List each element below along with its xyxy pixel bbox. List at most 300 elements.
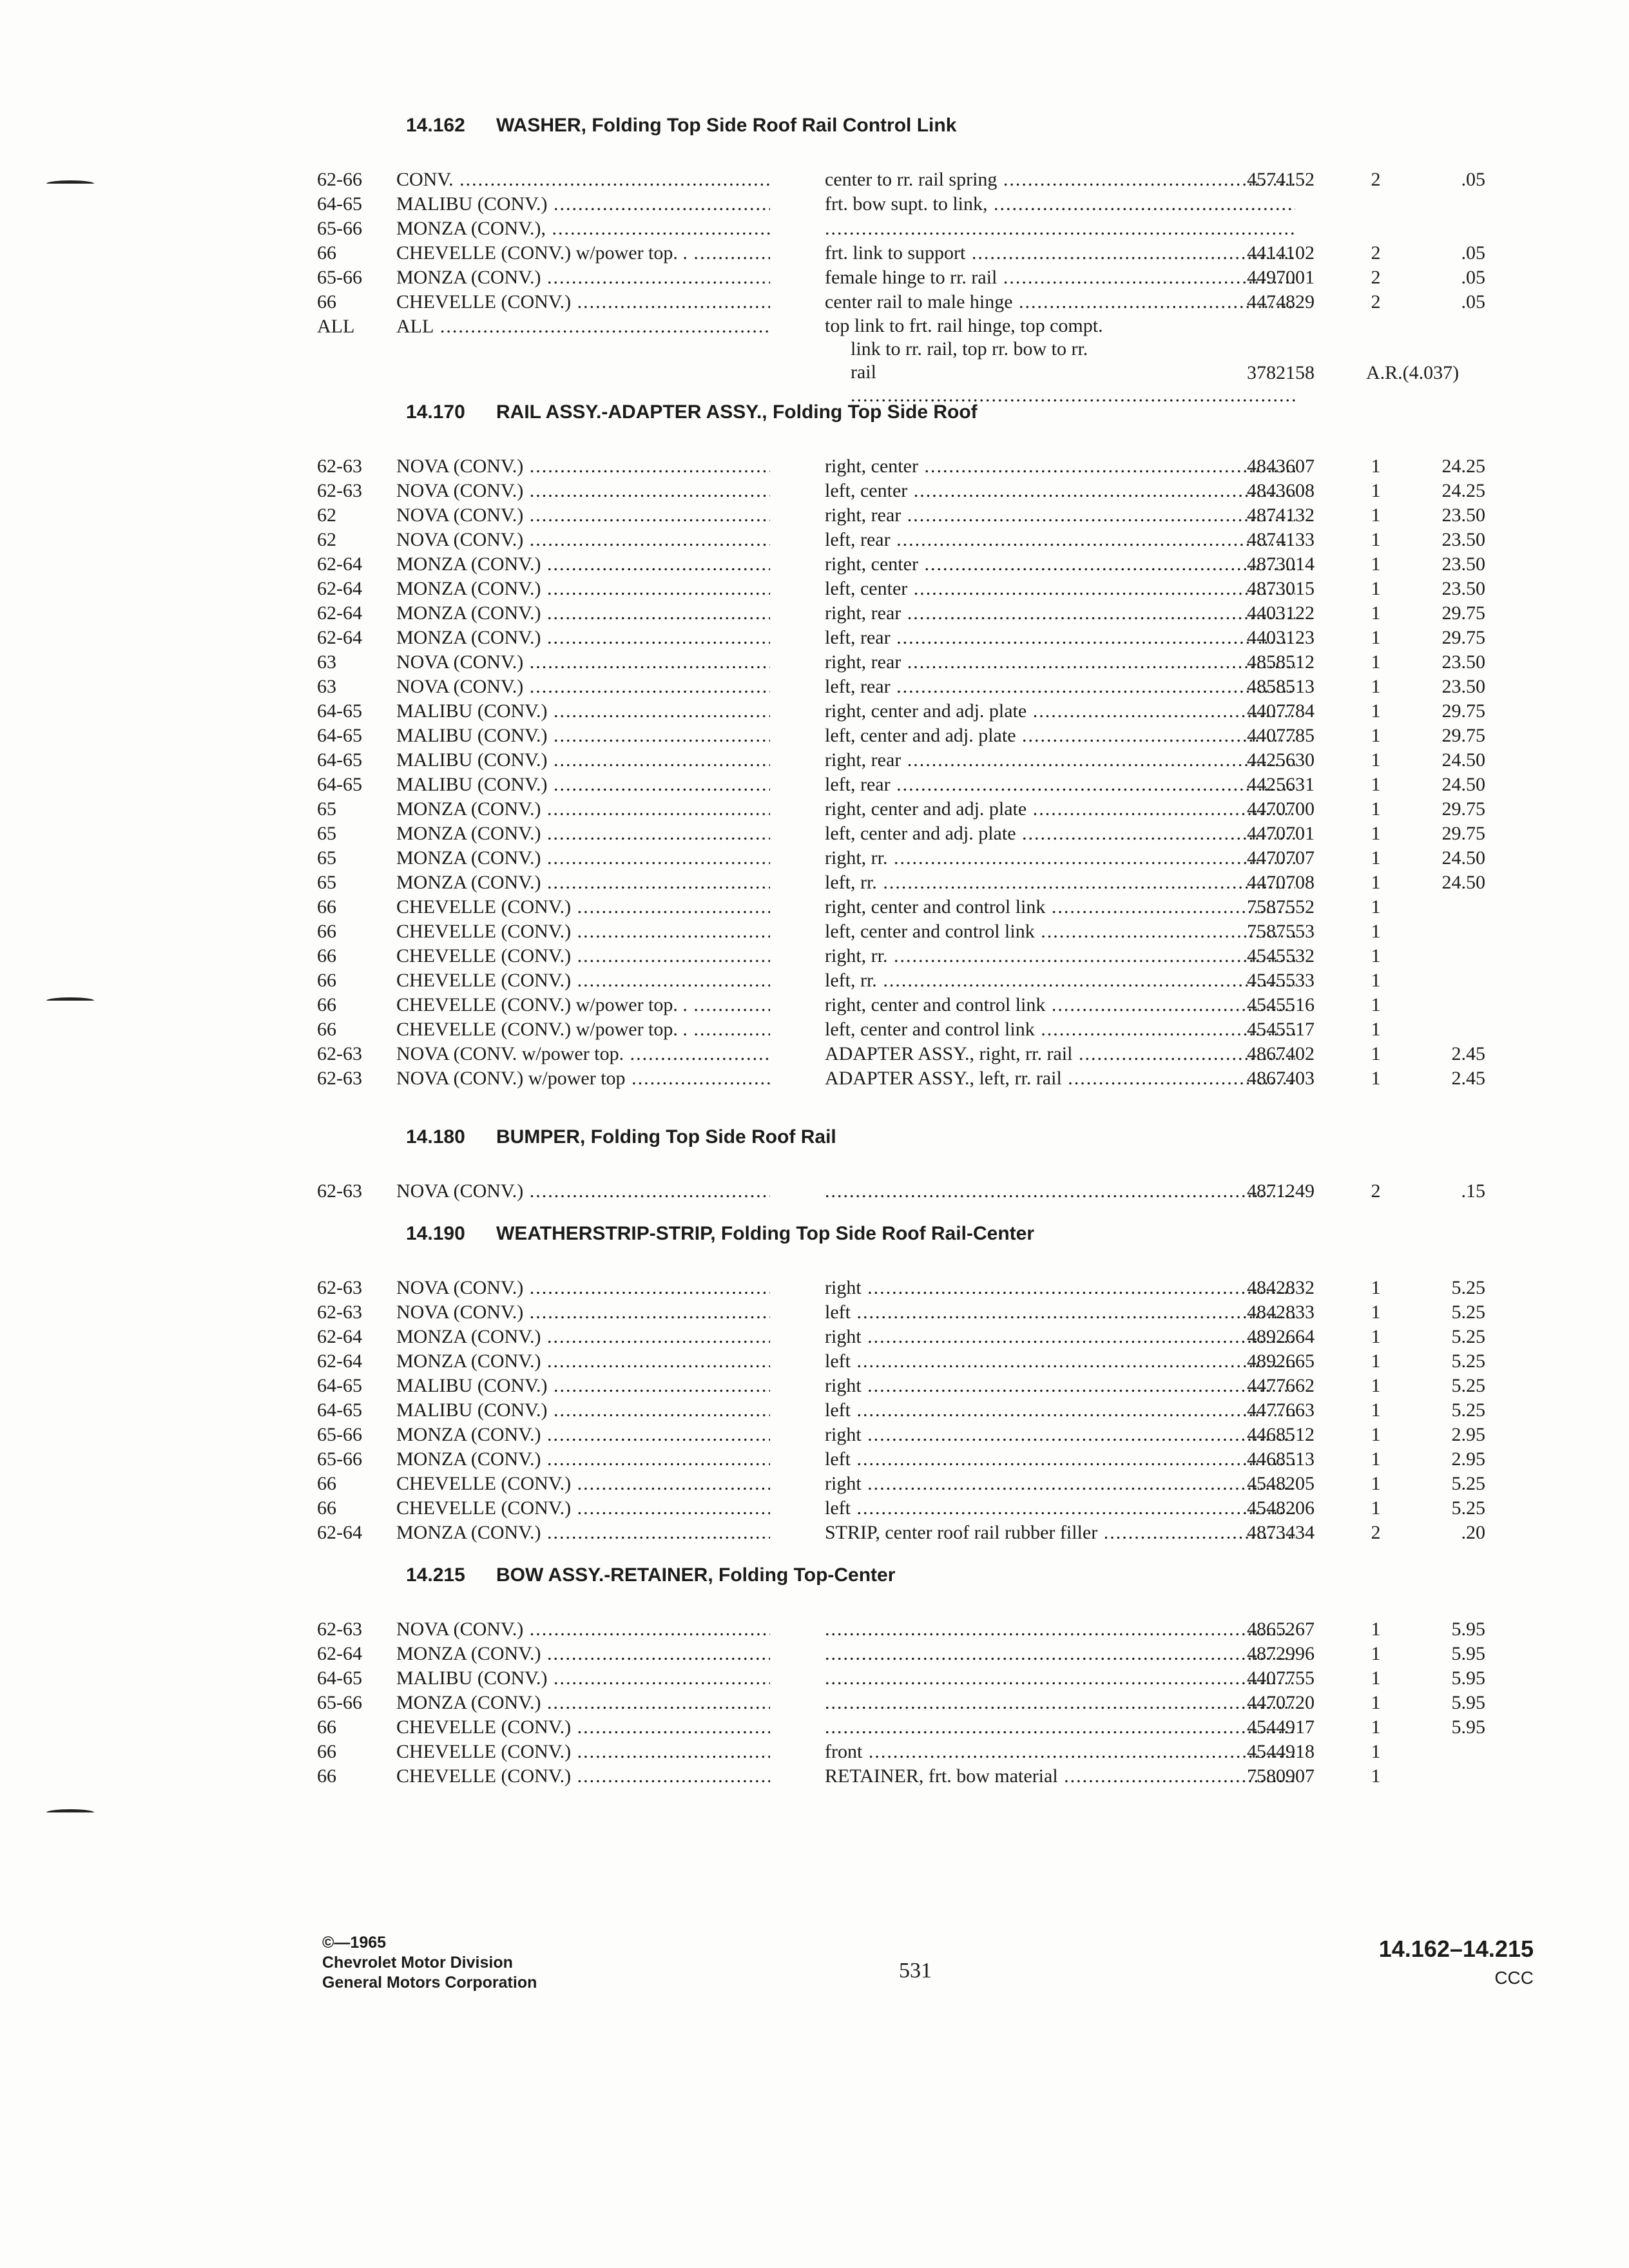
- part-description-text: left, center and adj. plate .....: [825, 823, 1295, 844]
- part-number: 4474829: [1247, 291, 1315, 312]
- part-description-text: left, rear .....: [825, 627, 1295, 648]
- model-name-text: NOVA (CONV.) .....: [396, 1619, 770, 1640]
- part-number: 4407784: [1247, 700, 1315, 722]
- model-name: [396, 241, 770, 265]
- part-row: [309, 1179, 1485, 1204]
- section-range-block: [1379, 1936, 1534, 1988]
- model-name-text: MONZA (CONV.) .....: [396, 823, 770, 844]
- part-description: [825, 968, 1295, 993]
- part-description: [825, 601, 1295, 626]
- model-year: 66: [317, 242, 336, 264]
- part-number: 4425631: [1247, 774, 1315, 795]
- quantity: 1: [1371, 945, 1381, 966]
- description-line: rail .....: [825, 361, 1295, 407]
- quantity: 1: [1371, 578, 1381, 599]
- model-name: [396, 168, 770, 192]
- model-year: 63: [317, 676, 336, 697]
- model-name-text: MALIBU (CONV.) .....: [396, 774, 770, 795]
- part-number: 4470701: [1247, 823, 1315, 844]
- part-number: 4477662: [1247, 1375, 1315, 1396]
- part-row: [309, 1276, 1485, 1300]
- model-name-text: NOVA (CONV.) .....: [396, 1180, 770, 1202]
- model-year: 65-66: [317, 1424, 362, 1445]
- model-year: 65-66: [317, 218, 362, 239]
- part-row: [309, 797, 1485, 822]
- part-row: [309, 1325, 1485, 1349]
- part-description-text: ADAPTER ASSY., right, rr. rail .....: [825, 1043, 1295, 1064]
- quantity: 1: [1371, 970, 1381, 991]
- part-number: 4548205: [1247, 1473, 1315, 1494]
- part-description: [825, 503, 1295, 528]
- corporation-name: General Motors Corporation: [322, 1974, 537, 1992]
- section-title: BUMPER, Folding Top Side Roof Rail: [496, 1126, 836, 1148]
- part-number: 4544918: [1247, 1741, 1315, 1762]
- model-name: [396, 675, 770, 699]
- part-description: [825, 944, 1295, 968]
- part-description-text: RETAINER, frt. bow material .....: [825, 1765, 1295, 1787]
- model-year: 62-64: [317, 1350, 362, 1372]
- model-name-text: MONZA (CONV.) .....: [396, 1692, 770, 1713]
- part-row: [309, 919, 1482, 944]
- part-row: [309, 1666, 1485, 1691]
- model-name: [396, 797, 770, 822]
- part-row: [309, 454, 1485, 479]
- part-number: 4842832: [1247, 1277, 1315, 1298]
- model-name-text: MALIBU (CONV.) .....: [396, 1667, 770, 1689]
- price: 2.45: [1451, 1068, 1485, 1089]
- part-row: [309, 822, 1485, 846]
- model-name-text: NOVA (CONV.) .....: [396, 1277, 770, 1298]
- part-description: [825, 1764, 1295, 1789]
- model-name-text: CHEVELLE (CONV.) .....: [396, 1741, 770, 1762]
- model-name-text: NOVA (CONV.) .....: [396, 480, 770, 501]
- model-name-text: CHEVELLE (CONV.) .....: [396, 1765, 770, 1787]
- model-name-text: MONZA (CONV.) .....: [396, 1326, 770, 1347]
- parts-section: [309, 1218, 1485, 1545]
- part-row: [309, 626, 1485, 650]
- price: 5.25: [1451, 1497, 1485, 1519]
- part-description-text: right .....: [825, 1326, 1295, 1347]
- model-name: [396, 1617, 770, 1642]
- quantity: 1: [1371, 872, 1381, 893]
- model-name: [396, 919, 770, 944]
- model-name: [396, 846, 770, 870]
- model-name-text: CHEVELLE (CONV.) w/power top. . .....: [396, 242, 770, 264]
- part-row: [309, 773, 1485, 797]
- part-description: [825, 895, 1295, 919]
- price: .05: [1461, 242, 1485, 264]
- price: .15: [1461, 1180, 1485, 1202]
- model-name-text: CHEVELLE (CONV.) w/power top. . .....: [396, 1019, 770, 1040]
- quantity: 1: [1371, 1692, 1381, 1713]
- part-description: [825, 1496, 1295, 1521]
- part-description: [825, 773, 1295, 797]
- model-name: [396, 1349, 770, 1374]
- price: 5.25: [1451, 1326, 1485, 1347]
- part-description: [825, 626, 1295, 650]
- part-description: [825, 748, 1295, 773]
- model-name-text: MALIBU (CONV.) .....: [396, 749, 770, 771]
- quantity: 1: [1371, 1741, 1381, 1762]
- quantity: 1: [1371, 1424, 1381, 1445]
- part-description: [825, 552, 1295, 577]
- part-description: [825, 1691, 1295, 1715]
- model-year: 62-63: [317, 1302, 362, 1323]
- price: 5.95: [1451, 1692, 1485, 1713]
- price: 29.75: [1441, 725, 1485, 746]
- price: .05: [1461, 291, 1485, 312]
- model-year: 62-63: [317, 1277, 362, 1298]
- part-number: 4545517: [1247, 1019, 1315, 1040]
- part-description-text: left, rr. .....: [825, 970, 1295, 991]
- part-row: [309, 601, 1485, 626]
- model-year: 66: [317, 1765, 336, 1787]
- part-description-text: left, center .....: [825, 480, 1295, 501]
- part-number: 4873015: [1247, 578, 1315, 599]
- model-name: [396, 454, 770, 479]
- model-year: 62-64: [317, 578, 362, 599]
- part-description-text: left, rear .....: [825, 774, 1295, 795]
- price: 5.25: [1451, 1375, 1485, 1396]
- part-description: [825, 577, 1295, 601]
- model-name-text: MONZA (CONV.) .....: [396, 578, 770, 599]
- margin-mark: [46, 180, 94, 187]
- section-heading: [309, 1121, 1482, 1179]
- part-description-text: frt. link to support .....: [825, 242, 1295, 264]
- price: 23.50: [1441, 553, 1485, 575]
- part-description: [825, 699, 1295, 724]
- price: 5.25: [1451, 1277, 1485, 1298]
- part-description: [825, 1472, 1295, 1496]
- part-description-text: right .....: [825, 1473, 1295, 1494]
- model-name: [396, 1521, 770, 1545]
- model-name-text: MALIBU (CONV.) .....: [396, 1375, 770, 1396]
- model-name-text: NOVA (CONV.) .....: [396, 456, 770, 477]
- part-number: 7587553: [1247, 921, 1315, 942]
- part-row: [309, 216, 1482, 241]
- model-name-text: MONZA (CONV.) .....: [396, 872, 770, 893]
- model-name: [396, 1179, 770, 1204]
- part-row: [309, 1740, 1482, 1764]
- model-name: [396, 944, 770, 968]
- parts-section: [309, 110, 1485, 388]
- part-description-text: [825, 1716, 1295, 1738]
- part-number: 4403123: [1247, 627, 1315, 648]
- part-description: [825, 1349, 1295, 1374]
- part-description: [825, 1276, 1295, 1300]
- part-number: 4843607: [1247, 456, 1315, 477]
- part-description-text: [825, 1667, 1295, 1689]
- page-number: 531: [899, 1959, 932, 1983]
- part-description: [825, 265, 1295, 290]
- model-name: [396, 870, 770, 895]
- quantity: 1: [1371, 602, 1381, 624]
- model-year: 62-63: [317, 480, 362, 501]
- part-number: 7587552: [1247, 896, 1315, 918]
- model-name-text: CHEVELLE (CONV.) .....: [396, 1716, 770, 1738]
- part-row: [309, 192, 1482, 216]
- price: 23.50: [1441, 651, 1485, 673]
- model-year: 62-63: [317, 1068, 362, 1089]
- model-year: 65-66: [317, 1448, 362, 1470]
- part-row: [309, 552, 1485, 577]
- quantity: 1: [1371, 529, 1381, 550]
- model-name: [396, 1325, 770, 1349]
- model-year: 62-64: [317, 553, 362, 575]
- part-description: [825, 1398, 1295, 1423]
- quantity: 1: [1371, 749, 1381, 771]
- model-year: 65: [317, 847, 336, 869]
- part-description-text: left .....: [825, 1448, 1295, 1470]
- part-description-text: left, rear .....: [825, 676, 1295, 697]
- model-name: [396, 1715, 770, 1740]
- part-number: 4403122: [1247, 602, 1315, 624]
- part-description-text: [825, 1619, 1295, 1640]
- part-description: [825, 1740, 1295, 1764]
- part-number: 4892665: [1247, 1350, 1315, 1372]
- model-name: [396, 1447, 770, 1472]
- model-name: [396, 895, 770, 919]
- part-description: [825, 290, 1295, 314]
- part-number: 4867402: [1247, 1043, 1315, 1064]
- part-description-text: center rail to male hinge .....: [825, 291, 1295, 312]
- model-year: 62-64: [317, 1326, 362, 1347]
- price: 29.75: [1441, 700, 1485, 722]
- quantity: 1: [1371, 847, 1381, 869]
- model-year: 65: [317, 798, 336, 820]
- part-number: 4407785: [1247, 725, 1315, 746]
- price: 24.50: [1441, 774, 1485, 795]
- quantity: 1: [1371, 1473, 1381, 1494]
- part-description: [825, 479, 1295, 503]
- section-number: 14.215: [406, 1564, 465, 1586]
- model-year: 62-63: [317, 456, 362, 477]
- part-description-text: right, center and adj. plate .....: [825, 700, 1295, 722]
- part-description: [825, 1423, 1295, 1447]
- model-name: [396, 1472, 770, 1496]
- part-description: [825, 675, 1295, 699]
- part-description-text: left .....: [825, 1399, 1295, 1421]
- part-row: [309, 1374, 1485, 1398]
- price: 2.45: [1451, 1043, 1485, 1064]
- model-name-text: MALIBU (CONV.) .....: [396, 193, 770, 215]
- model-name-text: CHEVELLE (CONV.) .....: [396, 896, 770, 918]
- model-name: [396, 1300, 770, 1325]
- model-year: 64-65: [317, 725, 362, 746]
- model-year: 62-64: [317, 1643, 362, 1664]
- catalog-code: CCC: [1494, 1968, 1534, 1988]
- part-number: 4874132: [1247, 505, 1315, 526]
- part-description: [825, 1374, 1295, 1398]
- model-year: 62: [317, 505, 336, 526]
- part-number: 4873014: [1247, 553, 1315, 575]
- model-year: 66: [317, 1716, 336, 1738]
- model-year: 66: [317, 1497, 336, 1519]
- part-number: 4843608: [1247, 480, 1315, 501]
- section-heading: [309, 110, 1482, 168]
- part-description-text: left .....: [825, 1350, 1295, 1372]
- part-row: [309, 1691, 1485, 1715]
- model-name: [396, 1764, 770, 1789]
- part-description: [825, 724, 1295, 748]
- quantity: 1: [1371, 1667, 1381, 1689]
- model-name: [396, 552, 770, 577]
- part-description: [825, 1642, 1295, 1666]
- description-line: link to rr. rail, top rr. bow to rr.: [851, 338, 1088, 360]
- model-year: 63: [317, 651, 336, 673]
- quantity: 1: [1371, 505, 1381, 526]
- quantity: 2: [1371, 1522, 1381, 1543]
- part-row: [309, 290, 1485, 314]
- model-name-text: MALIBU (CONV.) .....: [396, 725, 770, 746]
- price: 5.25: [1451, 1302, 1485, 1323]
- part-number: 4470707: [1247, 847, 1315, 869]
- model-name-text: CHEVELLE (CONV.) .....: [396, 921, 770, 942]
- part-description-text: left, center and control link .....: [825, 1019, 1295, 1040]
- part-description: [825, 797, 1295, 822]
- part-description-text: right, rr. .....: [825, 847, 1295, 869]
- part-number: 4842833: [1247, 1302, 1315, 1323]
- section-number: 14.190: [406, 1223, 465, 1244]
- part-row: [309, 479, 1485, 503]
- part-row: [309, 895, 1482, 919]
- part-number: 4872996: [1247, 1643, 1315, 1664]
- price: 2.95: [1451, 1424, 1485, 1445]
- model-name-text: MALIBU (CONV.) .....: [396, 1399, 770, 1421]
- price: 5.25: [1451, 1473, 1485, 1494]
- part-number: 4892664: [1247, 1326, 1315, 1347]
- model-year: 65: [317, 823, 336, 844]
- model-year: 66: [317, 1473, 336, 1494]
- quantity: 1: [1371, 627, 1381, 648]
- part-number: 4858512: [1247, 651, 1315, 673]
- price: .20: [1461, 1522, 1485, 1543]
- quantity: 1: [1371, 1497, 1381, 1519]
- quantity: 1: [1371, 1043, 1381, 1064]
- quantity: 1: [1371, 1619, 1381, 1640]
- section-number: 14.170: [406, 401, 465, 423]
- margin-mark: [46, 1809, 94, 1816]
- part-description: [825, 241, 1295, 265]
- price: .05: [1461, 267, 1485, 288]
- model-name-text: MONZA (CONV.), .....: [396, 218, 770, 239]
- part-description-text: right, center .....: [825, 456, 1295, 477]
- model-name-text: MONZA (CONV.) .....: [396, 627, 770, 648]
- quantity: 1: [1371, 700, 1381, 722]
- model-name: [396, 1066, 770, 1091]
- quantity: 1: [1371, 1448, 1381, 1470]
- price: 5.95: [1451, 1643, 1485, 1664]
- part-description: [825, 993, 1295, 1017]
- part-number: 4858513: [1247, 676, 1315, 697]
- model-name: [396, 1276, 770, 1300]
- quantity: 1: [1371, 1326, 1381, 1347]
- model-name: [396, 748, 770, 773]
- price: 24.25: [1441, 480, 1485, 501]
- model-name: [396, 1740, 770, 1764]
- model-name: [396, 773, 770, 797]
- model-name: [396, 1042, 770, 1066]
- part-number: 4468512: [1247, 1424, 1315, 1445]
- part-description-text: right, rear .....: [825, 651, 1295, 673]
- model-year: 64-65: [317, 700, 362, 722]
- model-name-text: CHEVELLE (CONV.) .....: [396, 1473, 770, 1494]
- part-row: [309, 314, 1482, 388]
- model-year: 64-65: [317, 1375, 362, 1396]
- part-description: [825, 454, 1295, 479]
- part-description: [825, 1300, 1295, 1325]
- price: 2.95: [1451, 1448, 1485, 1470]
- model-year: 62-66: [317, 169, 362, 190]
- part-description-text: right, rr. .....: [825, 945, 1295, 966]
- model-year: 66: [317, 1019, 336, 1040]
- part-description: [825, 168, 1295, 192]
- part-row: [309, 1300, 1485, 1325]
- model-name: [396, 993, 770, 1017]
- part-description: [825, 528, 1295, 552]
- model-name: [396, 314, 770, 339]
- part-row: [309, 944, 1482, 968]
- part-number: 4548206: [1247, 1497, 1315, 1519]
- model-year: 65: [317, 872, 336, 893]
- quantity: 1: [1371, 798, 1381, 820]
- quantity: A.R.(4.037): [1366, 362, 1460, 383]
- part-description: [825, 1715, 1295, 1740]
- price: 5.25: [1451, 1399, 1485, 1421]
- price: 29.75: [1441, 602, 1485, 624]
- part-description: [825, 1017, 1295, 1042]
- part-description: [825, 216, 1295, 241]
- model-name-text: MONZA (CONV.) .....: [396, 602, 770, 624]
- model-year: 64-65: [317, 193, 362, 215]
- parts-section: [309, 396, 1485, 1091]
- model-name-text: MONZA (CONV.) .....: [396, 847, 770, 869]
- price: 5.95: [1451, 1619, 1485, 1640]
- part-number: 4470720: [1247, 1692, 1315, 1713]
- model-name-text: NOVA (CONV.) .....: [396, 505, 770, 526]
- model-year: 64-65: [317, 774, 362, 795]
- model-year: 66: [317, 921, 336, 942]
- model-name-text: CHEVELLE (CONV.) .....: [396, 291, 770, 312]
- part-description-text: right, center .....: [825, 553, 1295, 575]
- part-number: 4545533: [1247, 970, 1315, 991]
- part-description: [825, 1666, 1295, 1691]
- part-row: [309, 993, 1482, 1017]
- model-name: [396, 479, 770, 503]
- part-description-text: [825, 1180, 1295, 1202]
- model-name-text: NOVA (CONV.) .....: [396, 1302, 770, 1323]
- model-name-text: MONZA (CONV.) .....: [396, 553, 770, 575]
- section-title: BOW ASSY.-RETAINER, Folding Top-Center: [496, 1564, 896, 1586]
- part-description: [825, 1179, 1295, 1204]
- price: 24.50: [1441, 847, 1485, 869]
- part-description: [825, 1521, 1295, 1545]
- price: 29.75: [1441, 798, 1485, 820]
- quantity: 1: [1371, 1399, 1381, 1421]
- part-number: 4873434: [1247, 1522, 1315, 1543]
- part-description-text: right .....: [825, 1375, 1295, 1396]
- part-row: [309, 1349, 1485, 1374]
- model-year: 62-64: [317, 602, 362, 624]
- model-name-text: CHEVELLE (CONV.) w/power top. . .....: [396, 994, 770, 1015]
- part-row: [309, 846, 1485, 870]
- model-name: [396, 1423, 770, 1447]
- model-name-text: NOVA (CONV.) .....: [396, 676, 770, 697]
- part-description-text: ADAPTER ASSY., left, rr. rail .....: [825, 1068, 1295, 1089]
- part-number: 4468513: [1247, 1448, 1315, 1470]
- part-number: 4865267: [1247, 1619, 1315, 1640]
- part-description: [825, 919, 1295, 944]
